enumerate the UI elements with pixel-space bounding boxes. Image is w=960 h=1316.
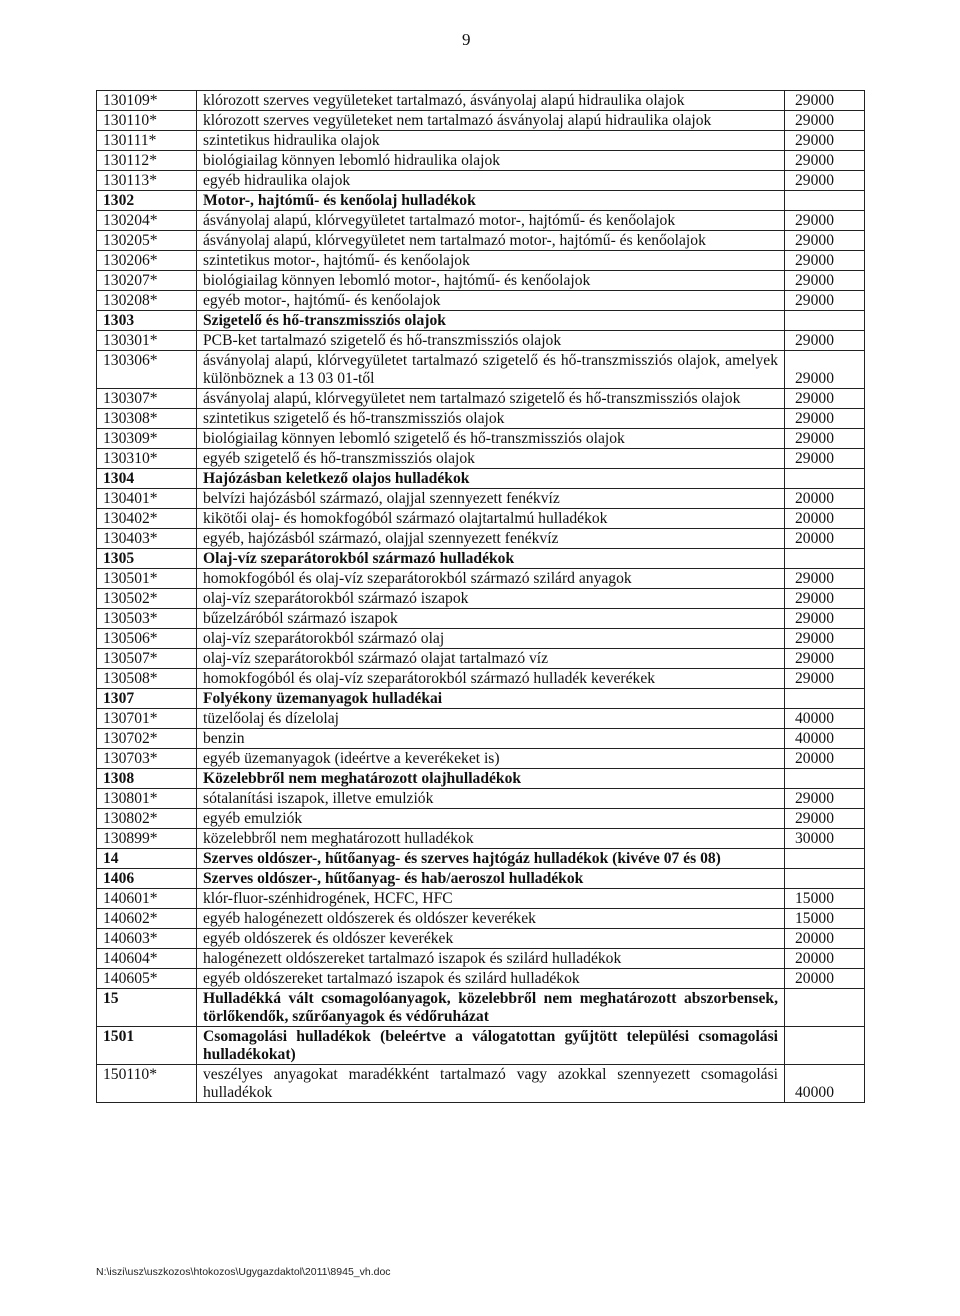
section-heading-row [97, 869, 865, 889]
table-row [97, 351, 865, 389]
waste-description: biológiailag könnyen lebomló hidraulika olajok [197, 151, 785, 171]
waste-code: 130503* [97, 609, 197, 629]
waste-code: 130401* [97, 489, 197, 509]
waste-code: 1305 [97, 549, 197, 569]
waste-description: Olaj-víz szeparátorokból származó hulladékok [197, 549, 785, 569]
waste-code: 130501* [97, 569, 197, 589]
table-row [97, 171, 865, 191]
table-row [97, 969, 865, 989]
fee-value: 29000 [785, 589, 865, 609]
waste-description: halogénezett oldószereket tartalmazó iszapok és szilárd hulladékok [197, 949, 785, 969]
waste-description: Hajózásban keletkező olajos hulladékok [197, 469, 785, 489]
table-row [97, 569, 865, 589]
fee-value [785, 1027, 865, 1065]
waste-description: PCB-ket tartalmazó szigetelő és hő-transzmissziós olajok [197, 331, 785, 351]
waste-code: 130204* [97, 211, 197, 231]
waste-description: olaj-víz szeparátorokból származó olaj [197, 629, 785, 649]
waste-code: 1308 [97, 769, 197, 789]
waste-code: 130208* [97, 291, 197, 311]
waste-code: 130508* [97, 669, 197, 689]
waste-description: tüzelőolaj és dízelolaj [197, 709, 785, 729]
table-row [97, 709, 865, 729]
fee-value [785, 549, 865, 569]
waste-description: olaj-víz szeparátorokból származó olajat tartalmazó víz [197, 649, 785, 669]
fee-value [785, 311, 865, 331]
waste-description: közelebbről nem meghatározott hulladékok [197, 829, 785, 849]
waste-code: 15 [97, 989, 197, 1027]
fee-value: 29000 [785, 409, 865, 429]
waste-code: 140605* [97, 969, 197, 989]
waste-code: 130310* [97, 449, 197, 469]
fee-value [785, 869, 865, 889]
table-row [97, 789, 865, 809]
section-heading-row [97, 989, 865, 1027]
section-heading-row [97, 469, 865, 489]
waste-code: 130112* [97, 151, 197, 171]
fee-value: 29000 [785, 809, 865, 829]
table-row [97, 271, 865, 291]
fee-value: 29000 [785, 789, 865, 809]
fee-value: 29000 [785, 389, 865, 409]
waste-description: egyéb üzemanyagok (ideértve a keverékeket is) [197, 749, 785, 769]
waste-description: Csomagolási hulladékok (beleértve a válogatottan gyűjtött települési csomagolási hulladékokat) [197, 1027, 785, 1065]
section-heading-row [97, 191, 865, 211]
fee-value: 15000 [785, 909, 865, 929]
waste-description: szintetikus szigetelő és hő-transzmissziós olajok [197, 409, 785, 429]
waste-description: egyéb hidraulika olajok [197, 171, 785, 191]
waste-code: 1302 [97, 191, 197, 211]
table-row [97, 629, 865, 649]
fee-value: 20000 [785, 509, 865, 529]
waste-description: Motor-, hajtómű- és kenőolaj hulladékok [197, 191, 785, 211]
fee-value: 29000 [785, 569, 865, 589]
fee-value [785, 769, 865, 789]
table-row [97, 211, 865, 231]
table-row [97, 409, 865, 429]
waste-code: 14 [97, 849, 197, 869]
page-number: 9 [462, 30, 471, 49]
fee-value: 30000 [785, 829, 865, 849]
waste-code: 1406 [97, 869, 197, 889]
waste-code: 1303 [97, 311, 197, 331]
waste-description: veszélyes anyagokat maradékként tartalmazó vagy azokkal szennyezett csomagolási hulladékok [197, 1065, 785, 1103]
fee-value: 29000 [785, 271, 865, 291]
fee-value: 40000 [785, 709, 865, 729]
waste-description: olaj-víz szeparátorokból származó iszapok [197, 589, 785, 609]
table-row [97, 91, 865, 111]
waste-code: 130802* [97, 809, 197, 829]
fee-value: 29000 [785, 131, 865, 151]
fee-value: 29000 [785, 669, 865, 689]
fee-value: 29000 [785, 449, 865, 469]
table-row [97, 489, 865, 509]
fee-value [785, 689, 865, 709]
section-heading-row [97, 849, 865, 869]
section-heading-row [97, 549, 865, 569]
waste-description: egyéb emulziók [197, 809, 785, 829]
fee-value: 15000 [785, 889, 865, 909]
fee-value [785, 469, 865, 489]
waste-code: 130899* [97, 829, 197, 849]
fee-value: 29000 [785, 649, 865, 669]
waste-description: klórozott szerves vegyületeket nem tartalmazó ásványolaj alapú hidraulika olajok [197, 111, 785, 131]
waste-description: biológiailag könnyen lebomló motor-, hajtómű- és kenőolajok [197, 271, 785, 291]
waste-description: belvízi hajózásból származó, olajjal szennyezett fenékvíz [197, 489, 785, 509]
waste-code: 130109* [97, 91, 197, 111]
fee-value: 40000 [785, 1065, 865, 1103]
waste-description: Folyékony üzemanyagok hulladékai [197, 689, 785, 709]
waste-code: 140601* [97, 889, 197, 909]
waste-code-table [96, 90, 865, 1103]
table-row [97, 529, 865, 549]
waste-code: 140602* [97, 909, 197, 929]
waste-code-table-body [97, 91, 865, 1103]
waste-code: 130206* [97, 251, 197, 271]
section-heading-row [97, 769, 865, 789]
waste-code: 130403* [97, 529, 197, 549]
table-row [97, 291, 865, 311]
table-row [97, 829, 865, 849]
waste-code: 130205* [97, 231, 197, 251]
waste-code: 1304 [97, 469, 197, 489]
waste-code: 130701* [97, 709, 197, 729]
waste-code: 130506* [97, 629, 197, 649]
waste-description: biológiailag könnyen lebomló szigetelő és hő-transzmissziós olajok [197, 429, 785, 449]
footer-file-path: N:\iszi\usz\uszkozos\htokozos\Ugygazdaktol\2011\8945_vh.doc [96, 1266, 391, 1278]
waste-code: 130306* [97, 351, 197, 389]
waste-description: egyéb szigetelő és hő-transzmissziós olajok [197, 449, 785, 469]
table-row [97, 929, 865, 949]
fee-value: 20000 [785, 969, 865, 989]
fee-value: 29000 [785, 291, 865, 311]
table-row [97, 389, 865, 409]
section-heading-row [97, 1027, 865, 1065]
table-row [97, 669, 865, 689]
fee-value [785, 191, 865, 211]
fee-value: 29000 [785, 251, 865, 271]
fee-value: 29000 [785, 171, 865, 191]
waste-description: egyéb halogénezett oldószerek és oldószer keverékek [197, 909, 785, 929]
table-row [97, 111, 865, 131]
waste-code: 130502* [97, 589, 197, 609]
waste-code: 130110* [97, 111, 197, 131]
table-row [97, 449, 865, 469]
waste-description: egyéb motor-, hajtómű- és kenőolajok [197, 291, 785, 311]
fee-value: 20000 [785, 749, 865, 769]
waste-description: egyéb oldószereket tartalmazó iszapok és szilárd hulladékok [197, 969, 785, 989]
waste-code: 130308* [97, 409, 197, 429]
fee-value: 29000 [785, 609, 865, 629]
fee-value: 40000 [785, 729, 865, 749]
fee-value: 29000 [785, 351, 865, 389]
waste-description: ásványolaj alapú, klórvegyületet tartalmazó szigetelő és hő-transzmissziós olajok, amelyek különböznek a 13 03 01-től [197, 351, 785, 389]
fee-value: 29000 [785, 231, 865, 251]
table-row [97, 809, 865, 829]
table-row [97, 231, 865, 251]
fee-value: 29000 [785, 429, 865, 449]
fee-value: 29000 [785, 111, 865, 131]
fee-value: 20000 [785, 949, 865, 969]
waste-description: Szerves oldószer-, hűtőanyag- és hab/aeroszol hulladékok [197, 869, 785, 889]
fee-value: 29000 [785, 331, 865, 351]
waste-description: szintetikus motor-, hajtómű- és kenőolajok [197, 251, 785, 271]
waste-description: benzin [197, 729, 785, 749]
fee-value: 29000 [785, 91, 865, 111]
waste-code: 1307 [97, 689, 197, 709]
fee-value: 29000 [785, 151, 865, 171]
waste-description: egyéb oldószerek és oldószer keverékek [197, 929, 785, 949]
table-row [97, 749, 865, 769]
table-row [97, 331, 865, 351]
waste-description: szintetikus hidraulika olajok [197, 131, 785, 151]
waste-description: ásványolaj alapú, klórvegyületet nem tartalmazó motor-, hajtómű- és kenőolajok [197, 231, 785, 251]
table-row [97, 729, 865, 749]
waste-description: klórozott szerves vegyületeket tartalmazó, ásványolaj alapú hidraulika olajok [197, 91, 785, 111]
waste-description: Közelebbről nem meghatározott olajhulladékok [197, 769, 785, 789]
table-row [97, 131, 865, 151]
table-row [97, 509, 865, 529]
waste-code: 130113* [97, 171, 197, 191]
waste-description: sótalanítási iszapok, illetve emulziók [197, 789, 785, 809]
table-row [97, 589, 865, 609]
waste-description: Szigetelő és hő-transzmissziós olajok [197, 311, 785, 331]
table-row [97, 649, 865, 669]
waste-description: bűzelzáróból származó iszapok [197, 609, 785, 629]
waste-code: 130507* [97, 649, 197, 669]
waste-code: 140603* [97, 929, 197, 949]
fee-value: 29000 [785, 629, 865, 649]
fee-value: 20000 [785, 929, 865, 949]
section-heading-row [97, 689, 865, 709]
waste-code: 130702* [97, 729, 197, 749]
table-row [97, 949, 865, 969]
waste-description: homokfogóból és olaj-víz szeparátorokból származó szilárd anyagok [197, 569, 785, 589]
fee-value [785, 849, 865, 869]
waste-description: ásványolaj alapú, klórvegyületet nem tartalmazó szigetelő és hő-transzmissziós olajok [197, 389, 785, 409]
waste-description: homokfogóból és olaj-víz szeparátorokból származó hulladék keverékek [197, 669, 785, 689]
waste-description: Szerves oldószer-, hűtőanyag- és szerves hajtógáz hulladékok (kivéve 07 és 08) [197, 849, 785, 869]
waste-code: 130309* [97, 429, 197, 449]
waste-description: egyéb, hajózásból származó, olajjal szennyezett fenékvíz [197, 529, 785, 549]
table-row [97, 1065, 865, 1103]
waste-code: 130111* [97, 131, 197, 151]
waste-code: 130207* [97, 271, 197, 291]
fee-value [785, 989, 865, 1027]
table-row [97, 889, 865, 909]
waste-code: 130307* [97, 389, 197, 409]
waste-code: 130402* [97, 509, 197, 529]
waste-code: 140604* [97, 949, 197, 969]
fee-value: 20000 [785, 489, 865, 509]
waste-description: Hulladékká vált csomagolóanyagok, közelebbről nem meghatározott abszorbensek, törlőkendők, szűrőanyagok és védőruházat [197, 989, 785, 1027]
waste-description: klór-fluor-szénhidrogének, HCFC, HFC [197, 889, 785, 909]
waste-code: 1501 [97, 1027, 197, 1065]
table-row [97, 609, 865, 629]
table-row [97, 909, 865, 929]
table-row [97, 429, 865, 449]
waste-description: ásványolaj alapú, klórvegyületet tartalmazó motor-, hajtómű- és kenőolajok [197, 211, 785, 231]
waste-code: 150110* [97, 1065, 197, 1103]
fee-value: 20000 [785, 529, 865, 549]
fee-value: 29000 [785, 211, 865, 231]
waste-code: 130703* [97, 749, 197, 769]
table-row [97, 251, 865, 271]
waste-code: 130801* [97, 789, 197, 809]
section-heading-row [97, 311, 865, 331]
waste-description: kikötői olaj- és homokfogóból származó olajtartalmú hulladékok [197, 509, 785, 529]
waste-code: 130301* [97, 331, 197, 351]
table-row [97, 151, 865, 171]
